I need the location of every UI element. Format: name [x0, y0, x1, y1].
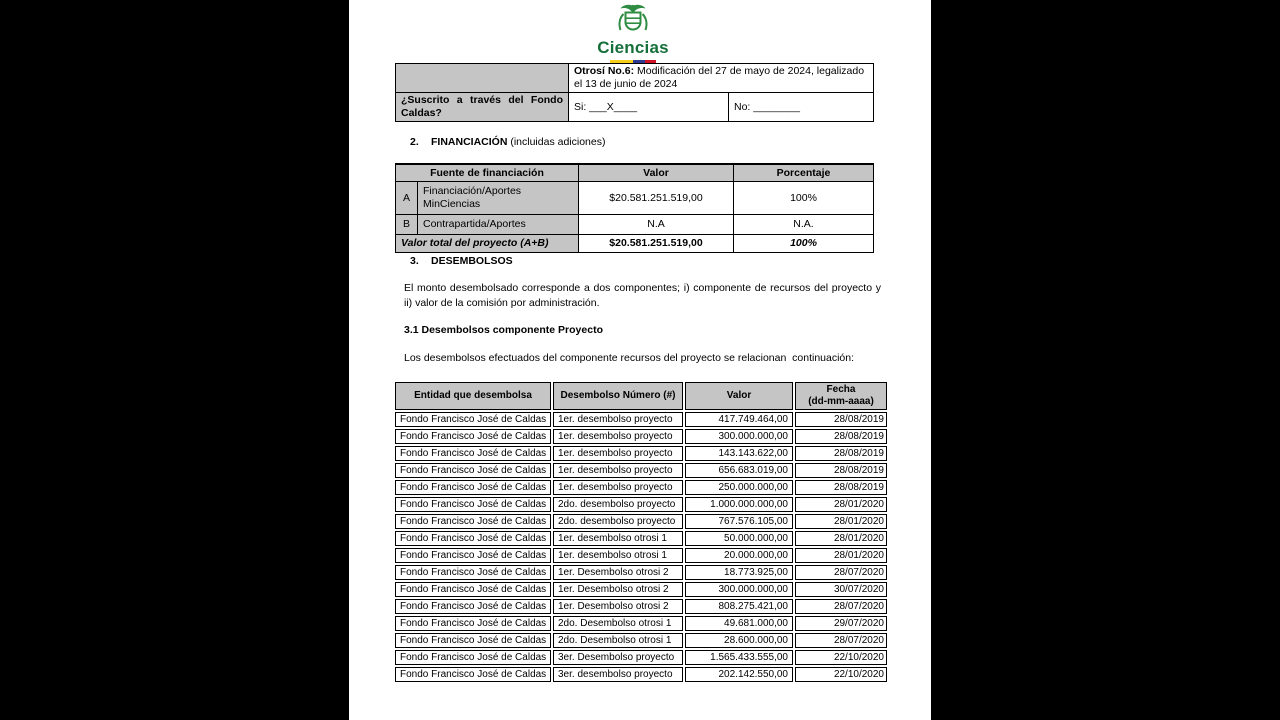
desembolso-numero-cell: 1er. Desembolso otrosi 2 — [553, 582, 683, 597]
desembolso-numero-cell: 1er. Desembolso otrosi 2 — [553, 599, 683, 614]
fecha-cell: 28/08/2019 — [795, 463, 887, 478]
entity-cell: Fondo Francisco José de Caldas — [395, 480, 551, 495]
table-row — [395, 497, 887, 512]
desembolsos-subsection-paragraph: Los desembolsos efectuados del componente recursos del proyecto se relacionan continuación: — [404, 352, 855, 364]
table-row — [395, 412, 887, 427]
valor-cell: 808.275.421,00 — [685, 599, 793, 614]
valor-cell: 202.142.550,00 — [685, 667, 793, 682]
total-row — [396, 235, 874, 253]
entity-cell: Fondo Francisco José de Caldas — [395, 412, 551, 427]
fecha-cell: 30/07/2020 — [795, 582, 887, 597]
section-2-number: 2. — [410, 136, 419, 148]
table-row — [395, 565, 887, 580]
table-row — [395, 531, 887, 546]
desembolso-numero-cell: 1er. desembolso otrosi 1 — [553, 531, 683, 546]
section-2-heading — [410, 136, 605, 148]
row-letter: A — [396, 182, 418, 215]
fecha-cell: 28/01/2020 — [795, 497, 887, 512]
table-row — [395, 616, 887, 631]
section-3-number: 3. — [410, 255, 419, 267]
table-row — [395, 633, 887, 648]
header-porcentaje: Porcentaje — [734, 164, 874, 182]
desembolso-numero-cell: 1er. desembolso proyecto — [553, 446, 683, 461]
fecha-cell: 28/08/2019 — [795, 446, 887, 461]
header-fuente: Fuente de financiación — [396, 164, 579, 182]
entity-cell: Fondo Francisco José de Caldas — [395, 514, 551, 529]
financiacion-table — [395, 163, 874, 253]
entity-cell: Fondo Francisco José de Caldas — [395, 531, 551, 546]
table-row — [395, 548, 887, 563]
section-2-subtitle: (incluidas adiciones) — [507, 136, 606, 148]
header-desembolso-numero: Desembolso Número (#) — [553, 382, 683, 410]
header-fecha — [795, 382, 887, 410]
entity-cell: Fondo Francisco José de Caldas — [395, 548, 551, 563]
fecha-cell: 28/08/2019 — [795, 429, 887, 444]
header-valor: Valor — [685, 382, 793, 410]
desembolso-numero-cell: 3er. desembolso proyecto — [553, 667, 683, 682]
total-porcentaje: 100% — [734, 235, 874, 253]
table-row — [395, 429, 887, 444]
section-2-title: FINANCIACIÓN — [431, 136, 508, 148]
subsection-3-1-heading: 3.1 Desembolsos componente Proyecto — [404, 324, 603, 336]
suscrito-question: ¿Suscrito a través del Fondo Caldas? — [396, 93, 569, 122]
table-row — [395, 463, 887, 478]
valor-cell: 1.565.433.555,00 — [685, 650, 793, 665]
table-row — [395, 667, 887, 682]
valor-cell: 50.000.000,00 — [685, 531, 793, 546]
valor-cell: 767.576.105,00 — [685, 514, 793, 529]
fecha-cell: 29/07/2020 — [795, 616, 887, 631]
valor-cell: 656.683.019,00 — [685, 463, 793, 478]
desembolso-numero-cell: 1er. desembolso proyecto — [553, 412, 683, 427]
entity-cell: Fondo Francisco José de Caldas — [395, 633, 551, 648]
colombia-coat-of-arms-icon — [614, 3, 652, 39]
fecha-cell: 28/01/2020 — [795, 531, 887, 546]
fecha-cell: 28/01/2020 — [795, 514, 887, 529]
porcentaje-cell: 100% — [734, 182, 874, 215]
entity-cell: Fondo Francisco José de Caldas — [395, 616, 551, 631]
desembolso-numero-cell: 1er. desembolso proyecto — [553, 429, 683, 444]
table-row — [396, 182, 874, 215]
otrosi-text: Modificación del 27 de mayo de 2024, legalizado el 13 de junio de 2024 — [574, 65, 865, 90]
entity-cell: Fondo Francisco José de Caldas — [395, 497, 551, 512]
suscrito-row — [396, 93, 874, 122]
otrosi-cell — [569, 64, 874, 93]
fecha-cell: 22/10/2020 — [795, 667, 887, 682]
section-3-title: DESEMBOLSOS — [431, 255, 513, 267]
empty-cell — [396, 64, 569, 93]
header-fecha-line2: (dd-mm-aaaa) — [808, 396, 874, 407]
fecha-cell: 28/07/2020 — [795, 565, 887, 580]
valor-cell: 49.681.000,00 — [685, 616, 793, 631]
valor-cell: $20.581.251.519,00 — [579, 182, 734, 215]
fuente-cell: Financiación/Aportes MinCiencias — [418, 182, 579, 215]
entity-cell: Fondo Francisco José de Caldas — [395, 429, 551, 444]
valor-cell: 300.000.000,00 — [685, 429, 793, 444]
fecha-cell: 28/08/2019 — [795, 480, 887, 495]
fecha-cell: 28/07/2020 — [795, 599, 887, 614]
entity-cell: Fondo Francisco José de Caldas — [395, 650, 551, 665]
valor-cell: 417.749.464,00 — [685, 412, 793, 427]
otrosi-row — [396, 64, 874, 93]
si-cell: Si: ___X____ — [569, 93, 729, 122]
desembolso-numero-cell: 1er. desembolso proyecto — [553, 480, 683, 495]
table-row — [395, 599, 887, 614]
valor-cell: 250.000.000,00 — [685, 480, 793, 495]
table-row — [395, 650, 887, 665]
desembolsos-intro-paragraph: El monto desembolsado corresponde a dos componentes; i) componente de recursos del proyecto y ii) valor de la comisión por administración. — [404, 282, 881, 309]
entity-cell: Fondo Francisco José de Caldas — [395, 599, 551, 614]
entity-cell: Fondo Francisco José de Caldas — [395, 446, 551, 461]
desembolso-numero-cell: 2do. Desembolso otrosi 1 — [553, 616, 683, 631]
desembolso-numero-cell: 1er. desembolso otrosi 1 — [553, 548, 683, 563]
valor-cell: 300.000.000,00 — [685, 582, 793, 597]
document-page — [349, 0, 931, 720]
entity-cell: Fondo Francisco José de Caldas — [395, 463, 551, 478]
valor-cell: 143.143.622,00 — [685, 446, 793, 461]
fecha-cell: 28/01/2020 — [795, 548, 887, 563]
porcentaje-cell: N.A. — [734, 215, 874, 235]
desembolso-numero-cell: 2do. desembolso proyecto — [553, 497, 683, 512]
table-row — [395, 514, 887, 529]
valor-cell: 20.000.000,00 — [685, 548, 793, 563]
desembolso-numero-cell: 1er. desembolso proyecto — [553, 463, 683, 478]
total-valor: $20.581.251.519,00 — [579, 235, 734, 253]
fecha-cell: 28/08/2019 — [795, 412, 887, 427]
total-label: Valor total del proyecto (A+B) — [396, 235, 579, 253]
logo-wordmark: Ciencias — [597, 38, 669, 57]
header-entidad: Entidad que desembolsa — [395, 382, 551, 410]
fecha-cell: 28/07/2020 — [795, 633, 887, 648]
table-row — [395, 582, 887, 597]
section-3-heading — [410, 255, 513, 267]
table-row — [395, 446, 887, 461]
minciencias-logo — [342, 3, 924, 64]
entity-cell: Fondo Francisco José de Caldas — [395, 667, 551, 682]
desembolso-numero-cell: 2do. Desembolso otrosi 1 — [553, 633, 683, 648]
desembolso-numero-cell: 2do. desembolso proyecto — [553, 514, 683, 529]
valor-cell: N.A — [579, 215, 734, 235]
header-valor: Valor — [579, 164, 734, 182]
table-row — [396, 215, 874, 235]
financiacion-header-row — [396, 164, 874, 182]
fecha-cell: 22/10/2020 — [795, 650, 887, 665]
desembolsos-table — [393, 380, 889, 684]
entity-cell: Fondo Francisco José de Caldas — [395, 582, 551, 597]
header-fecha-line1: Fecha — [826, 384, 856, 395]
otrosi-suscrito-table — [395, 63, 874, 122]
valor-cell: 18.773.925,00 — [685, 565, 793, 580]
fuente-cell: Contrapartida/Aportes — [418, 215, 579, 235]
otrosi-label: Otrosí No.6: — [574, 65, 635, 77]
desembolso-numero-cell: 3er. Desembolso proyecto — [553, 650, 683, 665]
desembolso-numero-cell: 1er. Desembolso otrosi 2 — [553, 565, 683, 580]
no-cell: No: ________ — [729, 93, 874, 122]
valor-cell: 28.600.000,00 — [685, 633, 793, 648]
valor-cell: 1.000.000.000,00 — [685, 497, 793, 512]
desembolsos-header-row — [395, 382, 887, 410]
entity-cell: Fondo Francisco José de Caldas — [395, 565, 551, 580]
row-letter: B — [396, 215, 418, 235]
table-row — [395, 480, 887, 495]
